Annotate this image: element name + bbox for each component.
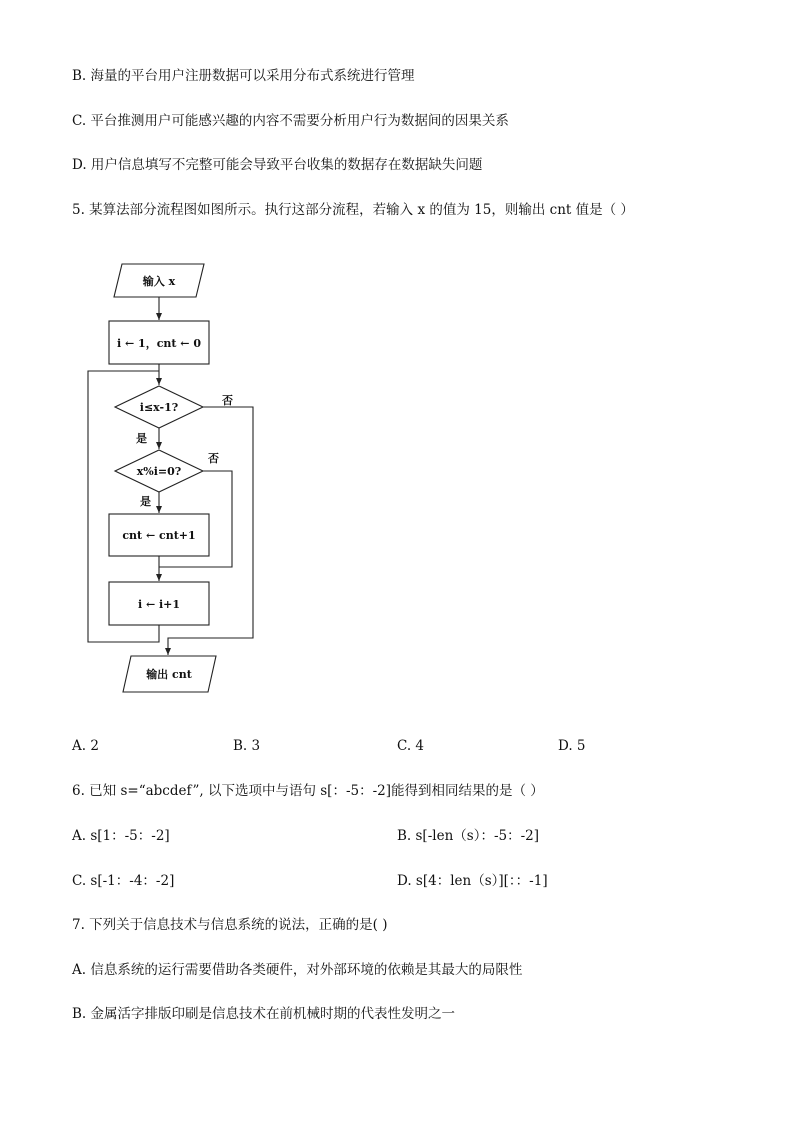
q6-option-c: C. s[-1：-4：-2] <box>72 873 175 889</box>
q4-option-c: C. 平台推测用户可能感兴趣的内容不需要分析用户行为数据间的因果关系 <box>72 113 509 129</box>
q5-option-b: B. 3 <box>233 738 261 754</box>
inc-cnt-label: cnt ← cnt+1 <box>122 529 196 542</box>
q5-option-c: C. 4 <box>397 738 425 754</box>
q6-stem: 6. 已知 s=“abcdef”, 以下选项中与语句 s[：-5：-2]能得到相同结果的是（ ） <box>72 783 544 799</box>
q7-option-b: B. 金属活字排版印刷是信息技术在前机械时期的代表性发明之一 <box>72 1006 456 1022</box>
q7-option-a: A. 信息系统的运行需要借助各类硬件，对外部环境的依赖是其最大的局限性 <box>72 962 523 978</box>
cond2-no-label: 否 <box>208 452 219 465</box>
q5-option-d: D. 5 <box>558 738 586 754</box>
q6-option-a: A. s[1：-5：-2] <box>72 828 170 844</box>
q5-option-a: A. 2 <box>72 738 99 754</box>
cond2-yes-label: 是 <box>140 495 151 508</box>
q7-stem: 7. 下列关于信息技术与信息系统的说法，正确的是( ) <box>72 917 388 933</box>
cond1-yes-label: 是 <box>136 432 147 445</box>
q4-option-b: B. 海量的平台用户注册数据可以采用分布式系统进行管理 <box>72 68 415 84</box>
output-label: 输出 cnt <box>146 668 192 681</box>
input-label: 输入 x <box>142 275 176 288</box>
q5-stem: 5. 某算法部分流程图如图所示。执行这部分流程，若输入 x 的值为 15，则输出 cnt 值是（ ） <box>72 202 634 218</box>
q6-option-b: B. s[-len（s）：-5：-2] <box>397 828 540 844</box>
inc-i-label: i ← i+1 <box>137 598 181 611</box>
init-label: i ← 1，cnt ← 0 <box>116 337 202 350</box>
cond2-label: x%i=0? <box>136 465 182 478</box>
cond1-no-label: 否 <box>222 394 233 407</box>
cond1-label: i≤x-1? <box>139 401 179 414</box>
q4-option-d: D. 用户信息填写不完整可能会导致平台收集的数据存在数据缺失问题 <box>72 157 483 173</box>
q6-option-d: D. s[4：len（s）][：：-1] <box>397 873 548 889</box>
